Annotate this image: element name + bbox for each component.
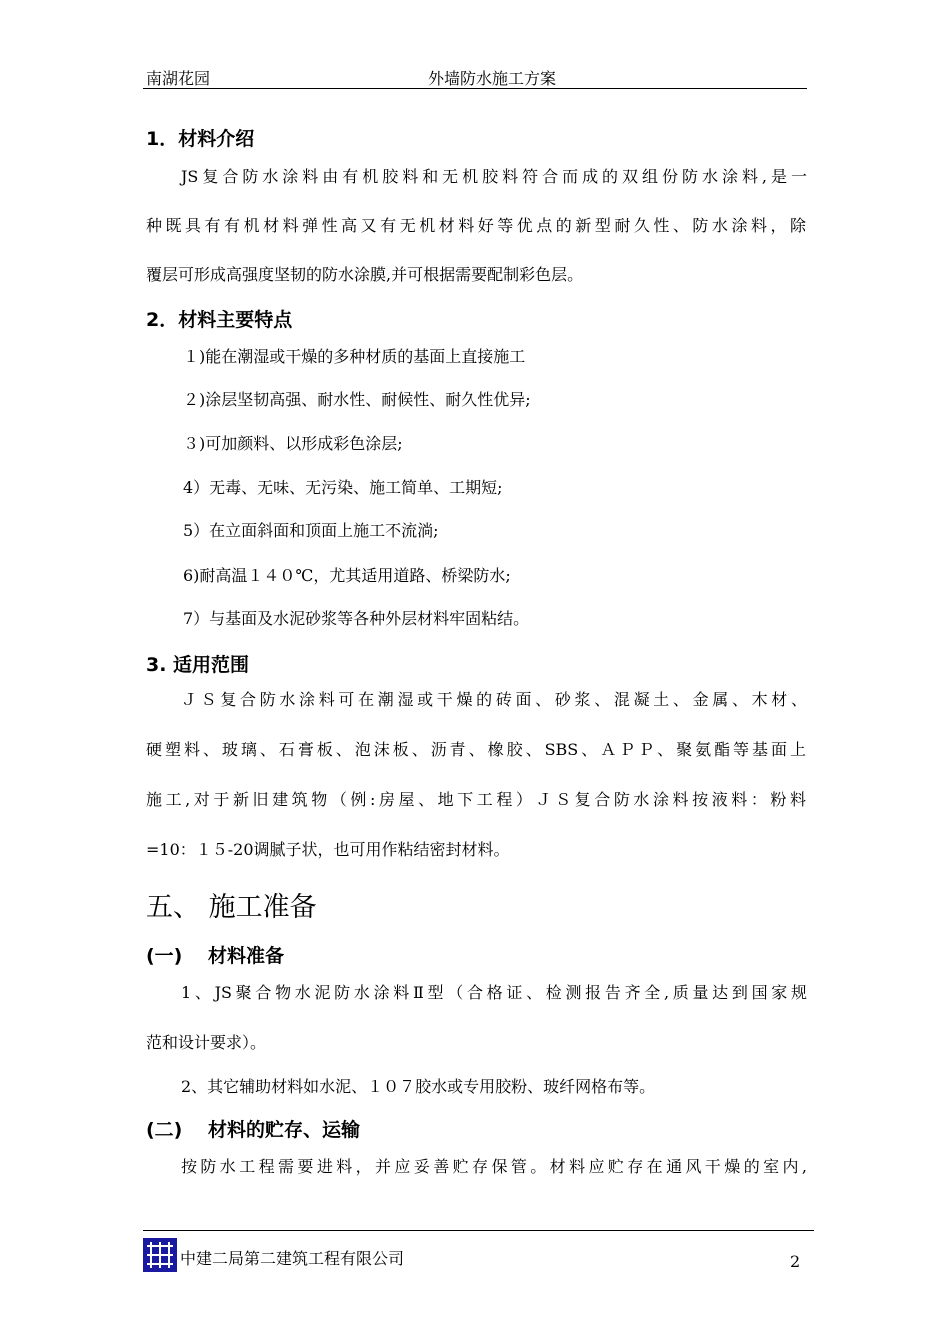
header-title: 外墙防水施工方案 xyxy=(428,69,557,88)
subsection-heading: (二) 材料的贮存、运输 xyxy=(146,1119,360,1141)
section-heading: 1．材料介绍 xyxy=(146,128,255,150)
paragraph-line: 范和设计要求）。 xyxy=(146,1033,267,1052)
paragraph-line: JS复合防水涂料由有机胶料和无机胶料符合而成的双组份防水涂料,是一 xyxy=(181,167,807,186)
list-item: 6)耐高温１４０℃，尤其适用道路、桥梁防水; xyxy=(183,566,511,585)
paragraph-line: 施工,对于新旧建筑物（例:房屋、地下工程）ＪＳ复合防水涂料按液料：粉料 xyxy=(146,790,806,809)
company-name: 中建二局第二建筑工程有限公司 xyxy=(180,1249,405,1268)
header-left: 南湖花园 xyxy=(146,69,211,88)
paragraph-line: 2、其它辅助材料如水泥、１０７胶水或专用胶粉、玻纤网格布等。 xyxy=(181,1077,656,1096)
page-number: 2 xyxy=(790,1252,801,1271)
list-item: １)能在潮湿或干燥的多种材质的基面上直接施工 xyxy=(183,347,526,366)
section-heading: 2．材料主要特点 xyxy=(146,309,293,331)
paragraph-line: 硬塑料、玻璃、石膏板、泡沫板、沥青、橡胶、SBS、ＡＰＰ、聚氨酯等基面上 xyxy=(146,740,806,759)
list-item: ３)可加颜料、以形成彩色涂层; xyxy=(183,434,403,453)
paragraph-line: 覆层可形成高强度坚韧的防水涂膜,并可根据需要配制彩色层。 xyxy=(146,265,584,284)
chapter-heading: 五、 施工准备 xyxy=(146,892,317,923)
paragraph-line: =10：１５-20调腻子状，也可用作粘结密封材料。 xyxy=(146,840,510,859)
header-rule xyxy=(143,88,807,89)
footer-rule xyxy=(143,1230,814,1231)
paragraph-line: ＪＳ复合防水涂料可在潮湿或干燥的砖面、砂浆、混凝土、金属、木材、 xyxy=(181,690,807,709)
paragraph-line: 1、JS聚合物水泥防水涂料Ⅱ型（合格证、检测报告齐全,质量达到国家规 xyxy=(181,983,807,1002)
list-item: 7）与基面及水泥砂浆等各种外层材料牢固粘结。 xyxy=(183,609,530,628)
list-item: 5）在立面斜面和顶面上施工不流淌; xyxy=(183,521,439,540)
paragraph-line: 种既具有有机材料弹性高又有无机材料好等优点的新型耐久性、防水涂料，除 xyxy=(146,216,806,235)
company-logo xyxy=(143,1238,177,1272)
section-heading: 3. 适用范围 xyxy=(146,654,250,676)
list-item: 4）无毒、无味、无污染、施工简单、工期短; xyxy=(183,478,503,497)
paragraph-line: 按防水工程需要进料，并应妥善贮存保管。材料应贮存在通风干燥的室内, xyxy=(181,1157,807,1176)
subsection-heading: (一) 材料准备 xyxy=(146,945,284,967)
list-item: ２)涂层坚韧高强、耐水性、耐候性、耐久性优异; xyxy=(183,390,531,409)
